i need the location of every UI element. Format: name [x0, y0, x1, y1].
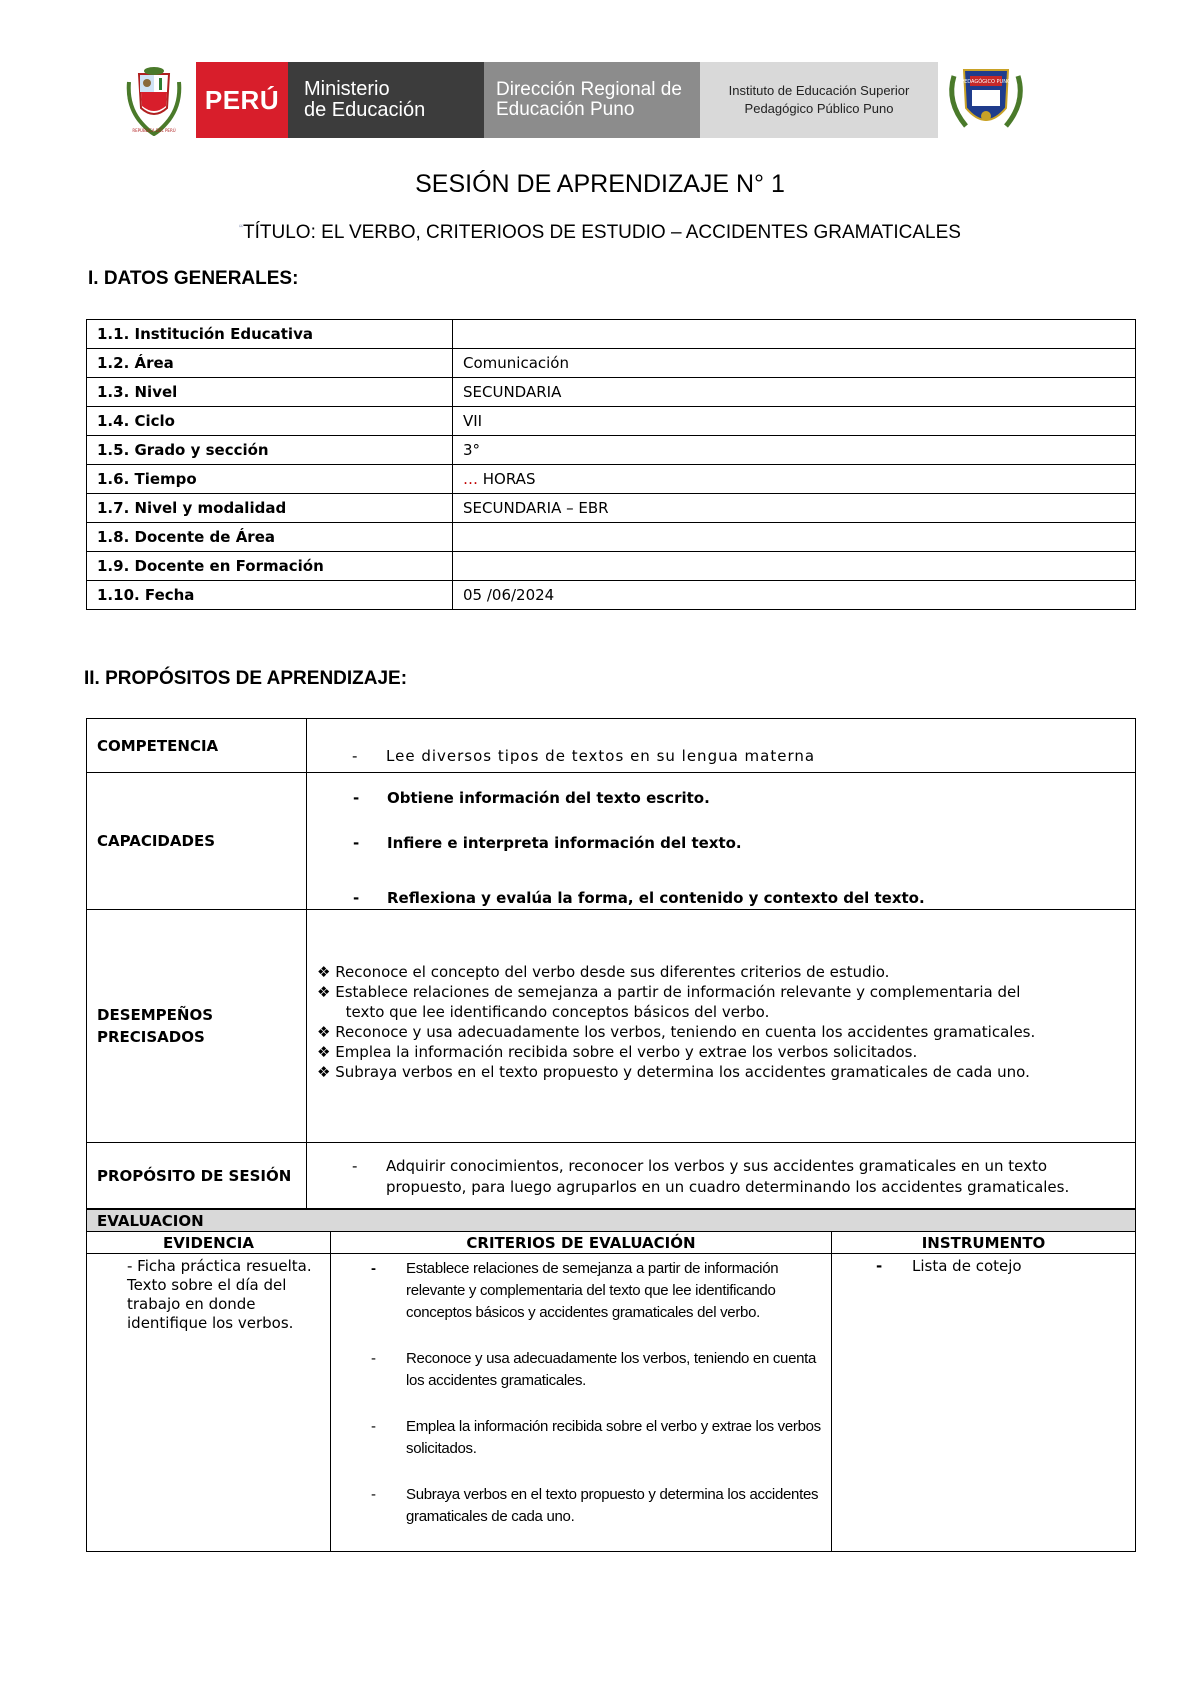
table-row: 1.1. Institución Educativa [87, 320, 1136, 349]
list-item: ❖ Subraya verbos en el texto propuesto y determina los accidentes gramaticales de cada uno. [317, 1063, 1030, 1081]
table-row [87, 1254, 1136, 1552]
list-item: ❖ Establece relaciones de semejanza a partir de información relevante y complementaria del [317, 983, 1021, 1001]
table-row: 1.2. Área Comunicación [87, 349, 1136, 378]
learning-purposes-table [86, 718, 1136, 1209]
session-title: SESIÓN DE APRENDIZAJE N° 1 [415, 170, 785, 198]
list-item: - Infiere e interpreta información del texto. [353, 833, 742, 852]
table-row: 1.8. Docente de Área [87, 523, 1136, 552]
svg-text:PEDAGÓGICO PUNO: PEDAGÓGICO PUNO [961, 79, 1011, 85]
column-header: INSTRUMENTO [832, 1232, 1136, 1254]
section-heading-propositos: II. PROPÓSITOS DE APRENDIZAJE: [84, 668, 408, 689]
evaluation-table [86, 1209, 1136, 1552]
peru-logo: PERÚ [196, 62, 288, 138]
list-item: ❖ Emplea la información recibida sobre el verbo y extrae los verbos solicitados. [317, 1043, 918, 1061]
table-row: 1.3. Nivel SECUNDARIA [87, 378, 1136, 407]
capacidades-row: CAPACIDADES - Obtiene información del texto escrito. - Infiere e interpreta información del texto. - Reflexiona y evalúa la forma, el contenido y contexto del texto. [87, 773, 1136, 910]
table-row: 1.10. Fecha 05 /06/2024 [87, 581, 1136, 610]
column-header: CRITERIOS DE EVALUACIÓN [331, 1232, 832, 1254]
list-item: - Establece relaciones de semejanza a partir de información relevante y complementaria del texto que lee identificando conceptos básicos y accidentes gramaticales del verbo. [371, 1260, 779, 1321]
table-row: 1.6. Tiempo … HORAS [87, 465, 1136, 494]
table-row: 1.4. Ciclo VII [87, 407, 1136, 436]
evidence-cell: - Ficha práctica resuelta. Texto sobre el día del trabajo en donde identifique los verbos. [87, 1254, 331, 1552]
table-row: 1.7. Nivel y modalidad SECUNDARIA – EBR [87, 494, 1136, 523]
desempenos-row: DESEMPEÑOS PRECISADOS ❖ Reconoce el concepto del verbo desde sus diferentes criterios de estudio. ❖ Establece relaciones de semejanza a partir de información relevante y complementaria del texto que lee identificando conceptos básicos del verbo. ❖ Reconoce y usa adecuadamente los verbos, teniendo en cuenta los accidentes gramaticales. ❖ Emplea la información recibida sobre el verbo y extrae los verbos solicitados. ❖ Subraya verbos en el texto propuesto y determina los accidentes gramaticales de cada uno. [87, 910, 1136, 1143]
table-row: 1.5. Grado y sección 3° [87, 436, 1136, 465]
evaluation-heading: EVALUACION [87, 1210, 1136, 1232]
svg-text:REPÚBLICA DEL PERÚ: REPÚBLICA DEL PERÚ [132, 128, 176, 133]
document-title: “TÍTULO: EL VERBO, CRITERIOOS DE ESTUDIO – ACCIDENTES GRAMATICALES [239, 222, 961, 243]
peru-coat-of-arms-icon [122, 62, 186, 138]
section-heading-datos-generales: I. DATOS GENERALES: [88, 268, 299, 289]
list-item: ❖ Reconoce y usa adecuadamente los verbos, teniendo en cuenta los accidentes gramaticales. [317, 1023, 1036, 1041]
competencia-text: Lee diversos tipos de textos en su lengua materna [386, 747, 816, 765]
list-item: ❖ Reconoce el concepto del verbo desde sus diferentes criterios de estudio. [317, 963, 890, 981]
list-item: - Emplea la información recibida sobre el verbo y extrae los verbos solicitados. [371, 1418, 821, 1457]
general-data-table [86, 319, 1136, 610]
table-row: 1.9. Docente en Formación [87, 552, 1136, 581]
instituto-crest-icon [938, 62, 1034, 138]
column-header: EVIDENCIA [87, 1232, 331, 1254]
list-item: - Obtiene información del texto escrito. [353, 788, 710, 807]
list-item: - Subraya verbos en el texto propuesto y determina los accidentes gramaticales de cada uno. [371, 1486, 819, 1525]
ministerio-logo: Ministerio de Educación [288, 62, 484, 138]
list-item: - Reflexiona y evalúa la forma, el contenido y contexto del texto. [353, 889, 925, 907]
list-item: - Reconoce y usa adecuadamente los verbos, teniendo en cuenta los accidentes gramaticales. [371, 1350, 817, 1389]
competencia-row: COMPETENCIA - Lee diversos tipos de textos en su lengua materna [87, 719, 1136, 773]
time-placeholder: … [463, 470, 483, 488]
criteria-cell [331, 1254, 832, 1552]
list-item: texto que lee identificando conceptos básicos del verbo. [317, 1003, 770, 1021]
direccion-regional-logo: Dirección Regional de Educación Puno [484, 62, 700, 138]
proposito-text: Adquirir conocimientos, reconocer los verbos y sus accidentes gramaticales en un texto propuesto, para luego agruparlos en un cuadro determinando los accidentes gramaticales. [386, 1156, 1070, 1196]
instituto-name: Instituto de Educación Superior Pedagógico Público Puno [700, 62, 938, 138]
instrument-cell: - Lista de cotejo [832, 1254, 1136, 1552]
header-banner [122, 62, 1034, 138]
proposito-row: PROPÓSITO DE SESIÓN - Adquirir conocimientos, reconocer los verbos y sus accidentes gramaticales en un texto propuesto, para luego agruparlos en un cuadro determinando los accidentes gramaticales. [87, 1143, 1136, 1209]
